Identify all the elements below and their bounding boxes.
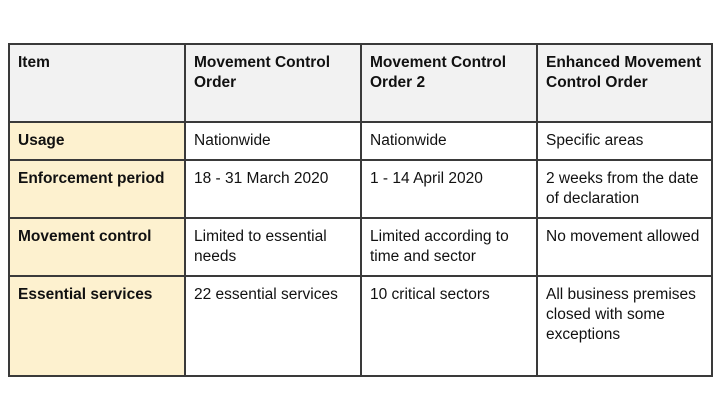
cell-usage-emco: Specific areas [537,122,712,160]
cell-movement-mco: Limited to essential needs [185,218,361,276]
row-label-usage: Usage [9,122,185,160]
cell-enforcement-mco: 18 - 31 March 2020 [185,160,361,218]
row-label-movement-control: Movement control [9,218,185,276]
cell-essential-emco: All business premises closed with some exceptions [537,276,712,376]
table-row [9,160,712,218]
header-mco: Movement Control Order [185,44,361,122]
cell-movement-mco-2: Limited according to time and sector [361,218,537,276]
table-row [9,276,712,376]
cell-usage-mco-2: Nationwide [361,122,537,160]
table-header-row [9,44,712,122]
cell-movement-emco: No movement allowed [537,218,712,276]
row-label-essential-services: Essential services [9,276,185,376]
header-mco-2: Movement Control Order 2 [361,44,537,122]
cell-essential-mco-2: 10 critical sectors [361,276,537,376]
header-item: Item [9,44,185,122]
table-row [9,122,712,160]
cell-enforcement-mco-2: 1 - 14 April 2020 [361,160,537,218]
cell-usage-mco: Nationwide [185,122,361,160]
row-label-enforcement-period: Enforcement period [9,160,185,218]
table-row [9,218,712,276]
cell-enforcement-emco: 2 weeks from the date of declaration [537,160,712,218]
mco-comparison-table [8,43,713,377]
header-emco: Enhanced Movement Control Order [537,44,712,122]
cell-essential-mco: 22 essential services [185,276,361,376]
